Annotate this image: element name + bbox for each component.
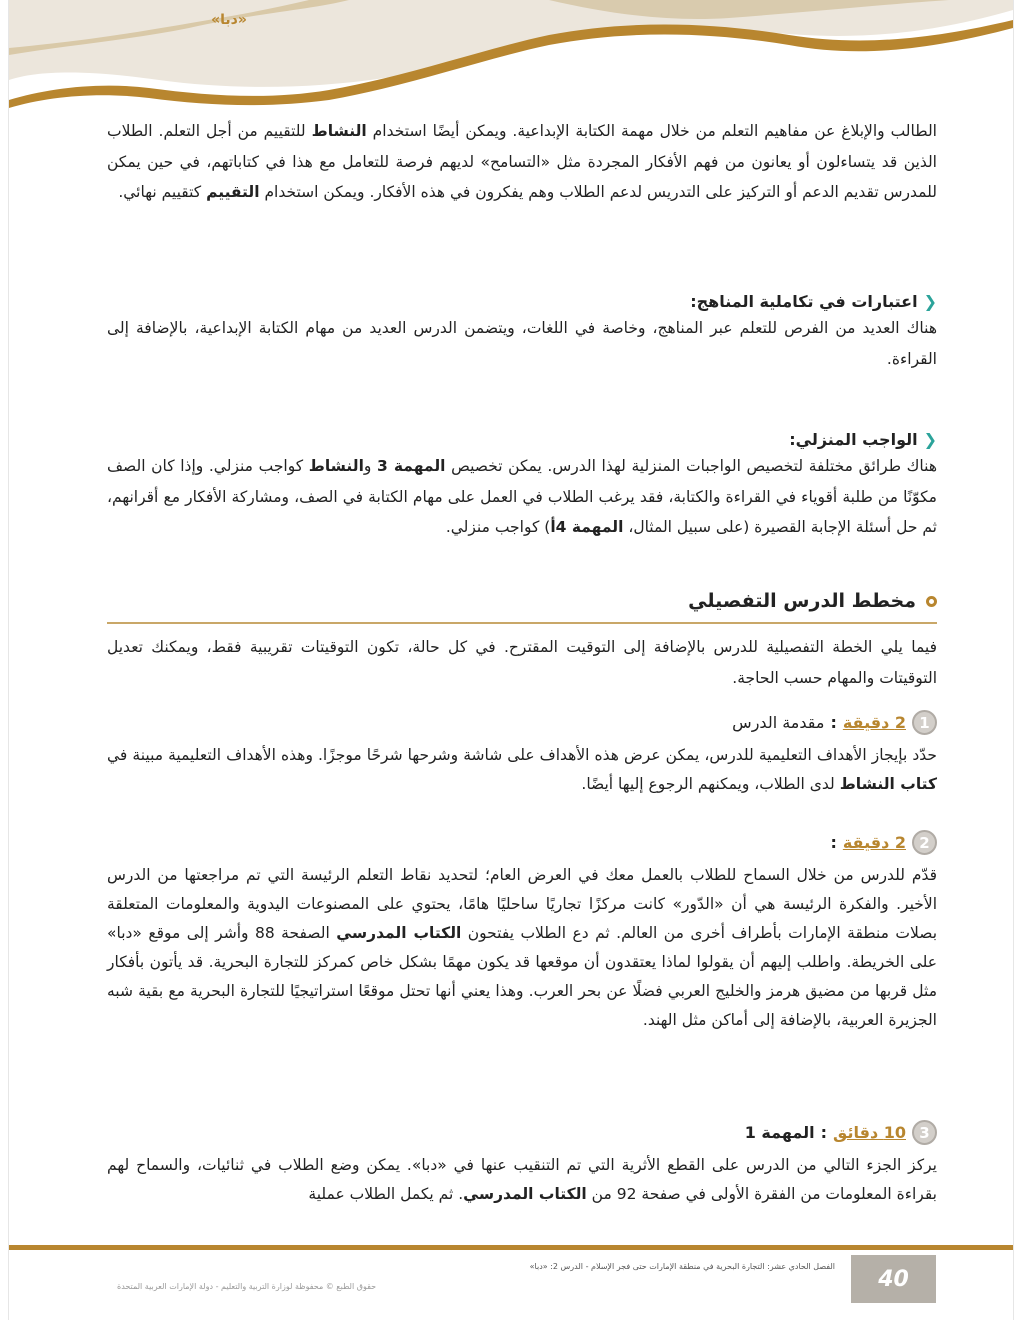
step-2-time: 2 دقيقة	[842, 833, 906, 852]
header-wave-decoration	[9, 0, 1013, 110]
step-2-heading	[107, 830, 937, 855]
lesson-plan-heading-text: مخطط الدرس التفصيلي	[688, 590, 916, 612]
text-run: يركز الجزء التالي من الدرس على القطع الأثرية التي تم التنقيب عنها في «دبا». يمكن وضع الطلاب في ثنائيات، والسماح لهم بقراءة المعلومات من الفقرة الأولى في صفحة 92 من	[107, 1156, 937, 1203]
text-run: للتقييم من أجل التعلم. الطلاب الذين قد يتساءلون أو يعانون من فهم الأفكار المجردة مثل «التسامح» لديهم فرصة للتعامل مع هذا في كتاباتهم، في حين يمكن للمدرس تقديم الدعم أو التركيز على التدريس لدعم الطلاب وهم يفكرون في هذه الأفكار. ويمكن استخدام	[107, 122, 937, 201]
text-run: حدّد بإيجاز الأهداف التعليمية للدرس، يمكن عرض هذه الأهداف على شاشة وشرحها شرحًا موجزًا. وهذه الأهداف التعليمية مبينة في	[107, 746, 937, 764]
bold-term: الكتاب المدرسي	[463, 1185, 587, 1203]
page-number: 40	[851, 1255, 936, 1303]
step-1-time: 2 دقيقة	[842, 713, 906, 732]
step-1-separator: :	[830, 713, 837, 732]
step-1-heading	[107, 710, 937, 735]
bold-term: كتاب النشاط	[839, 775, 937, 793]
curriculum-paragraph: هناك العديد من الفرص للتعلم عبر المناهج، وخاصة في اللغات، ويتضمن الدرس العديد من مهام الكتابة الإبداعية، بالإضافة إلى القراءة.	[107, 319, 937, 368]
homework-paragraph	[107, 451, 937, 543]
bold-term: النشاط	[308, 457, 364, 475]
lesson-plan-heading	[107, 590, 937, 612]
header-lesson-title: «دبا»	[211, 12, 247, 28]
step-1-paragraph	[107, 741, 937, 799]
text-run: الطالب والإبلاغ عن مفاهيم التعلم من خلال مهمة الكتابة الإبداعية. ويمكن أيضًا استخدام	[366, 122, 937, 140]
step-2-separator: :	[830, 833, 837, 852]
text-run: قدّم للدرس من خلال السماح للطلاب بالعمل معك في العرض العام؛ لتحديد نقاط التعلم الرئيسة التي تم مراجعتها من الدرس الأخير. والفكرة الرئيسة هي أن «الدّور» كانت مركزًا تجاريًا ساحليًا هامًا، يحتوي على المصنوعات اليدوية والمعلومات المتعلقة بصلات منطقة الإمارات بأطراف أخرى من العالم. ثم دع الطلاب يفتحون	[107, 866, 938, 942]
bold-term: الكتاب المدرسي	[336, 924, 462, 942]
text-run: كتقييم نهائي.	[118, 183, 207, 201]
bold-term: المهمة 3	[377, 457, 446, 475]
text-run: لدى الطلاب، ويمكنهم الرجوع إليها أيضًا.	[581, 775, 840, 793]
step-number-badge: 3	[912, 1120, 937, 1145]
chevron-icon: ❮	[923, 292, 937, 311]
footer-chapter-text: الفصل الحادي عشر: التجارة البحرية في منطقة الإمارات حتى فجر الإسلام - الدرس 2: «دبا»	[529, 1262, 835, 1271]
curriculum-block	[107, 292, 937, 374]
step-3-time: 10 دقائق	[833, 1123, 906, 1142]
footer-divider	[9, 1245, 1013, 1250]
text-run: و	[363, 457, 378, 475]
bold-term: المهمة 4أ	[550, 518, 624, 536]
chevron-icon: ❮	[923, 430, 937, 449]
homework-block	[107, 430, 937, 543]
bold-term: النشاط	[311, 122, 367, 140]
lesson-plan-intro-block	[107, 632, 937, 693]
step-1-title: مقدمة الدرس	[732, 713, 825, 732]
text-run: ) كواجب منزلي.	[445, 518, 551, 536]
bold-term: التقييم	[206, 183, 260, 201]
text-run: هناك طرائق مختلفة لتخصيص الواجبات المنزلية لهذا الدرس. يمكن تخصيص	[445, 457, 938, 475]
intro-paragraph-block	[107, 116, 937, 208]
footer-copyright-text: حقوق الطبع © محفوظة لوزارة التربية والتعليم - دولة الإمارات العربية المتحدة	[117, 1282, 377, 1291]
step-2-block	[107, 830, 937, 1035]
step-3-block	[107, 1120, 937, 1209]
curriculum-heading-text: اعتبارات في تكاملية المناهج:	[690, 292, 918, 311]
step-number-badge: 2	[912, 830, 937, 855]
step-3-title: المهمة 1	[744, 1123, 815, 1142]
step-3-heading	[107, 1120, 937, 1145]
heading-divider	[107, 622, 937, 624]
circle-bullet-icon	[926, 596, 937, 607]
intro-paragraph	[107, 116, 937, 208]
step-2-paragraph	[107, 861, 937, 1035]
text-run: . ثم يكمل الطلاب عملية	[308, 1185, 464, 1203]
text-run: كواجب منزلي. وإذا كان الصف مكوّنًا من طلبة أقوياء في القراءة والكتابة، فقد يرغب الطلاب في العمل على مهام الكتابة في الصف، ومشاركة الأفكار مع أقرانهم، ثم حل أسئلة الإجابة القصيرة (على سبيل المثال،	[107, 457, 937, 536]
lesson-plan-intro: فيما يلي الخطة التفصيلية للدرس بالإضافة إلى التوقيت المقترح. في كل حالة، تكون التوقيتات تقريبية فقط، ويمكنك تعديل التوقيتات والمهام حسب الحاجة.	[107, 638, 937, 687]
step-3-paragraph	[107, 1151, 937, 1209]
step-number-badge: 1	[912, 710, 937, 735]
curriculum-heading	[107, 292, 937, 311]
homework-heading-text: الواجب المنزلي:	[789, 430, 918, 449]
text-run: الصفحة 88 وأشر إلى موقع «دبا» على الخريطة. واطلب إليهم أن يقولوا لماذا يعتقدون أن موقعها قد يكون مهمًا بشكل خاص كمركز للتجارة البحرية. قد يأتون بأفكار مثل قربها من مضيق هرمز والخليج العربي فضلًا عن بحر العرب. وهذا يعني أنها تحتل موقعًا استراتيجيًا للتجارة البحرية مع بقية شبه الجزيرة العربية، بالإضافة إلى أماكن مثل الهند.	[107, 924, 937, 1029]
homework-heading	[107, 430, 937, 449]
textbook-page	[8, 0, 1014, 1320]
step-3-separator: :	[820, 1123, 828, 1142]
step-1-block	[107, 710, 937, 799]
